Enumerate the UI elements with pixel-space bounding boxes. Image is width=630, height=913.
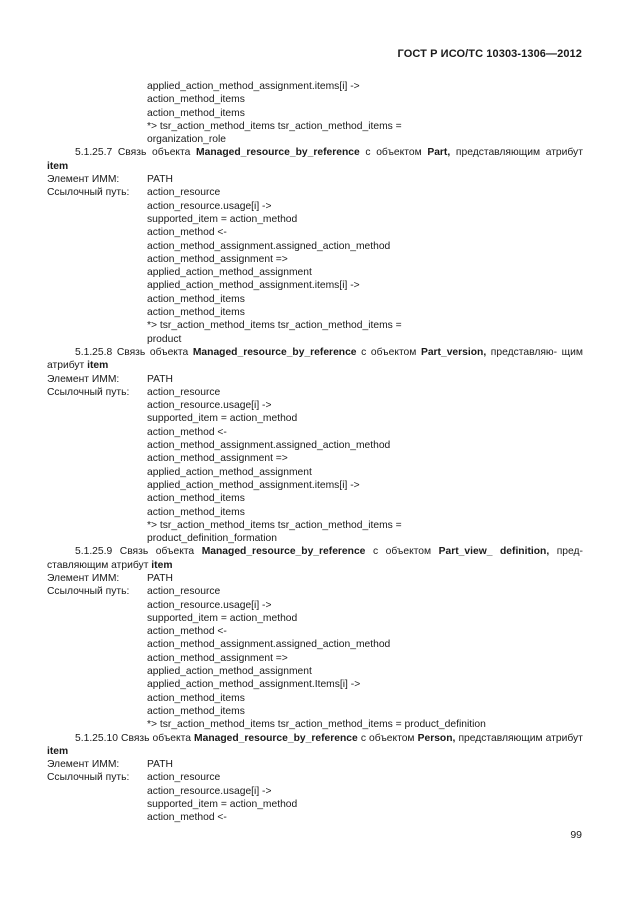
attribute-name: item <box>47 160 69 172</box>
path-line: product <box>147 333 182 345</box>
heading-text: представляющим <box>455 147 541 159</box>
path-label: Ссылочный путь: <box>47 187 130 199</box>
heading-text: атрибут <box>545 147 583 159</box>
section-number: 5.1.25.10 <box>75 732 118 744</box>
path-line: product_definition_formation <box>147 533 277 545</box>
path-line: applied_action_method_assignment <box>147 666 312 678</box>
section-5-1-25-8 <box>47 346 583 545</box>
section-5-1-25-10 <box>47 732 583 825</box>
section-5-1-25-9 <box>47 545 583 731</box>
path-line: action_method_items <box>147 293 245 305</box>
standard-header: ГОСТ Р ИСО/ТС 10303-1306—2012 <box>397 48 582 60</box>
page-number: 99 <box>570 829 582 841</box>
target-name: Part_view_ definition, <box>438 546 550 558</box>
path-line: action_method_items <box>147 493 245 505</box>
heading-text: щим атрибут <box>47 346 583 372</box>
path-line: action_method_items <box>147 506 245 518</box>
element-row <box>47 373 583 386</box>
target-name: Person, <box>417 732 456 744</box>
path-row <box>47 386 583 399</box>
target-name: Part_version, <box>420 346 487 358</box>
path-row <box>47 585 583 598</box>
path-line: organization_role <box>147 134 226 146</box>
intro-path-block <box>47 80 583 146</box>
path-line: applied_action_method_assignment <box>147 466 312 478</box>
path-row <box>47 186 583 199</box>
section-5-1-25-7 <box>47 146 583 345</box>
path-line: supported_item = action_method <box>147 799 298 811</box>
element-value: PATH <box>147 572 173 584</box>
attribute-name: item <box>47 745 69 757</box>
element-label: Элемент ИММ: <box>47 373 120 385</box>
path-line: *> tsr_action_method_items tsr_action_method_items = product_definition <box>147 719 486 731</box>
entity-name: Managed_resource_by_reference <box>196 147 360 159</box>
path-line: action_resource <box>147 586 221 598</box>
path-label: Ссылочный путь: <box>47 386 130 398</box>
heading-text: с объектом <box>361 346 417 358</box>
path-line: action_resource <box>147 386 221 398</box>
section-number: 5.1.25.7 <box>75 147 113 159</box>
section-heading <box>47 146 583 173</box>
element-label: Элемент ИММ: <box>47 174 120 186</box>
path-line: *> tsr_action_method_items tsr_action_method_items = <box>147 519 402 531</box>
path-line: action_method_assignment => <box>147 652 288 664</box>
heading-text: представляющим <box>458 732 543 744</box>
path-line: applied_action_method_assignment.items[i] -> <box>147 479 360 491</box>
element-value: PATH <box>147 759 173 771</box>
element-value: PATH <box>147 174 173 186</box>
element-row <box>47 758 583 771</box>
path-line: action_resource.usage[i] -> <box>147 785 272 797</box>
heading-text: с объектом <box>365 147 422 159</box>
heading-text: ставляющим атрибут <box>47 559 149 571</box>
path-line: action_method_items <box>147 107 245 119</box>
path-line: action_resource.usage[i] -> <box>147 400 272 412</box>
element-label: Элемент ИММ: <box>47 759 120 771</box>
heading-text: Связь объекта <box>119 546 195 558</box>
path-line: action_method_items <box>147 705 245 717</box>
element-row <box>47 572 583 585</box>
path-line: supported_item = action_method <box>147 612 298 624</box>
heading-text: пред- <box>556 546 583 558</box>
path-line: action_resource.usage[i] -> <box>147 599 272 611</box>
heading-text: Связь объекта <box>116 346 189 358</box>
heading-text: представляю- <box>490 346 558 358</box>
path-line: supported_item = action_method <box>147 413 298 425</box>
path-row <box>47 771 583 784</box>
element-row <box>47 173 583 186</box>
heading-text: с объектом <box>360 732 415 744</box>
heading-text: Связь объекта <box>117 147 191 159</box>
element-value: PATH <box>147 373 173 385</box>
path-line: action_method_items <box>147 94 245 106</box>
path-line: applied_action_method_assignment <box>147 267 312 279</box>
document-body <box>47 80 583 825</box>
path-label: Ссылочный путь: <box>47 772 130 784</box>
entity-name: Managed_resource_by_reference <box>192 346 357 358</box>
section-number: 5.1.25.9 <box>75 546 113 558</box>
target-name: Part, <box>427 147 451 159</box>
entity-name: Managed_resource_by_reference <box>201 546 366 558</box>
path-line: action_method <- <box>147 812 227 824</box>
path-line: action_resource <box>147 772 221 784</box>
path-line: action_method_assignment.assigned_action_method <box>147 440 391 452</box>
path-line: action_resource.usage[i] -> <box>147 200 272 212</box>
section-heading <box>47 346 583 373</box>
path-line: action_method_assignment => <box>147 253 288 265</box>
heading-text: с объектом <box>372 546 432 558</box>
path-label: Ссылочный путь: <box>47 586 130 598</box>
path-line: action_method_items <box>147 692 245 704</box>
element-label: Элемент ИММ: <box>47 572 120 584</box>
path-line: action_method_assignment.assigned_action_method <box>147 639 391 651</box>
section-heading <box>47 732 583 759</box>
path-line: supported_item = action_method <box>147 213 298 225</box>
heading-text: атрибут <box>545 732 583 744</box>
attribute-name: item <box>151 559 173 571</box>
path-line: applied_action_method_assignment.Items[i] -> <box>147 679 361 691</box>
path-line: *> tsr_action_method_items tsr_action_method_items = <box>147 120 402 132</box>
path-line: action_method_assignment => <box>147 453 288 465</box>
section-heading <box>47 545 583 572</box>
path-line: action_method <- <box>147 227 227 239</box>
path-line: applied_action_method_assignment.items[i] -> <box>147 81 360 92</box>
attribute-name: item <box>87 360 109 372</box>
path-line: action_method <- <box>147 626 227 638</box>
section-number: 5.1.25.8 <box>75 346 113 358</box>
path-line: action_method_items <box>147 307 245 319</box>
path-line: action_method <- <box>147 426 227 438</box>
path-line: applied_action_method_assignment.items[i] -> <box>147 280 360 292</box>
path-line: action_method_assignment.assigned_action_method <box>147 240 391 252</box>
heading-text: Связь объекта <box>121 732 191 744</box>
entity-name: Managed_resource_by_reference <box>194 732 358 744</box>
path-line: action_resource <box>147 187 221 199</box>
path-line: *> tsr_action_method_items tsr_action_method_items = <box>147 320 402 332</box>
